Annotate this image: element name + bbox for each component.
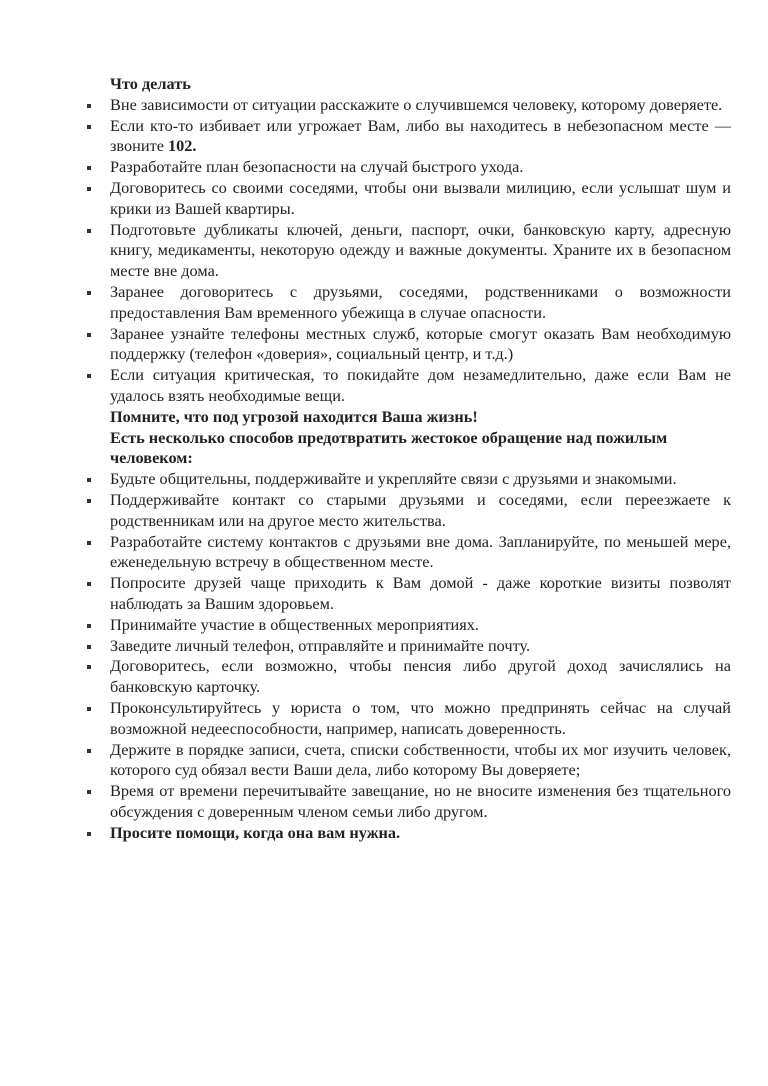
advice-list	[84, 95, 731, 407]
list-item-text: Время от времени перечитывайте завещание, но не вносите изменения без тщательного обсуждения с доверенным членом семьи либо другом.	[110, 781, 731, 821]
list-item	[84, 823, 731, 844]
list-item	[84, 282, 731, 324]
list-item-text: Подготовьте дубликаты ключей, деньги, паспорт, очки, банковскую карту, адресную книгу, медикаменты, некоторую одежду и важные документы. Храните их в безопасном месте вне дома.	[110, 219, 731, 281]
list-item	[84, 532, 731, 574]
list-item	[84, 740, 731, 782]
section-heading-what-to-do: Что делать	[110, 74, 191, 93]
bullet-icon	[87, 665, 91, 669]
bullet-icon	[87, 707, 91, 711]
bullet-icon	[87, 832, 91, 836]
list-item-text: Договоритесь со своими соседями, чтобы они вызвали милицию, если услышат шум и крики из Вашей квартиры.	[110, 177, 731, 218]
list-item	[84, 698, 731, 740]
bullet-icon	[87, 125, 91, 129]
bullet-icon	[87, 541, 91, 545]
list-item	[84, 95, 731, 116]
prevention-list	[84, 469, 731, 843]
list-item-text: Заведите личный телефон, отправляйте и принимайте почту.	[110, 635, 531, 655]
document-body	[84, 74, 731, 843]
list-item	[84, 573, 731, 615]
bullet-icon	[87, 166, 91, 170]
list-item	[84, 781, 731, 823]
bullet-icon	[87, 187, 91, 191]
list-item	[84, 365, 731, 407]
bullet-icon	[87, 582, 91, 586]
bullet-icon	[87, 104, 91, 108]
bullet-icon	[87, 229, 91, 233]
bullet-icon	[87, 333, 91, 337]
list-item-text: Поддерживайте контакт со старыми друзьями и соседями, если переезжаете к родственникам или на другое место жительства.	[110, 489, 731, 530]
list-item	[84, 615, 731, 636]
list-item	[84, 490, 731, 532]
list-item-emphasis: 102.	[168, 136, 197, 156]
list-item-text: Вне зависимости от ситуации расскажите о случившемся человеку, которому доверяете.	[110, 94, 723, 114]
list-item-text: Если кто-то избивает или угрожает Вам, либо вы находитесь в небезопасном месте — звоните	[110, 115, 731, 156]
bullet-icon	[87, 645, 91, 649]
list-item	[84, 324, 731, 366]
list-item-emphasis: Просите помощи, когда она вам нужна.	[110, 822, 401, 842]
list-item-text: Договоритесь, если возможно, чтобы пенсия либо другой доход зачислялись на банковскую карточку.	[110, 656, 731, 697]
list-item	[84, 656, 731, 698]
bullet-icon	[87, 478, 91, 482]
bullet-icon	[87, 624, 91, 628]
list-item-text: Принимайте участие в общественных мероприятиях.	[110, 614, 479, 634]
list-item-text: Если ситуация критическая, то покидайте дом незамедлительно, даже если Вам не удалось взять необходимые вещи.	[110, 365, 731, 405]
list-item	[84, 116, 731, 158]
list-item	[84, 178, 731, 220]
list-item-text: Заранее договоритесь с друзьями, соседями, родственниками о возможности предоставления Вам временного убежища в случае опасности.	[110, 281, 731, 322]
list-item-text: Заранее узнайте телефоны местных служб, которые смогут оказать Вам необходимую поддержку (телефон «доверия», социальный центр, и т.д.)	[110, 323, 731, 364]
list-item	[84, 220, 731, 282]
list-item-text: Проконсультируйтесь у юриста о том, что можно предпринять сейчас на случай возможной недееспособности, например, написать доверенность.	[110, 697, 731, 738]
list-item-text: Будьте общительны, поддерживайте и укрепляйте связи с друзьями и знакомыми.	[110, 469, 677, 489]
section-heading-prevention: Есть несколько способов предотвратить жестокое обращение над пожилым человеком:	[110, 427, 668, 468]
list-item	[84, 469, 731, 490]
bullet-icon	[87, 749, 91, 753]
list-item-text: Держите в порядке записи, счета, списки собственности, чтобы их мог изучить человек, которого суд обязал вести Ваши дела, либо которому Вы доверяете;	[110, 739, 731, 780]
bullet-icon	[87, 374, 91, 378]
list-item	[84, 157, 731, 178]
warning-heading: Помните, что под угрозой находится Ваша жизнь!	[110, 406, 478, 426]
list-item-text: Попросите друзей чаще приходить к Вам домой - даже короткие визиты позволят наблюдать за Вашим здоровьем.	[110, 573, 731, 613]
list-item-text: Разработайте план безопасности на случай быстрого ухода.	[110, 157, 524, 177]
bullet-icon	[87, 499, 91, 503]
bullet-icon	[87, 790, 91, 794]
bullet-icon	[87, 291, 91, 295]
list-item	[84, 636, 731, 657]
list-item-text: Разработайте систему контактов с друзьями вне дома. Запланируйте, по меньшей мере, еженедельную встречу в общественном месте.	[110, 531, 731, 572]
